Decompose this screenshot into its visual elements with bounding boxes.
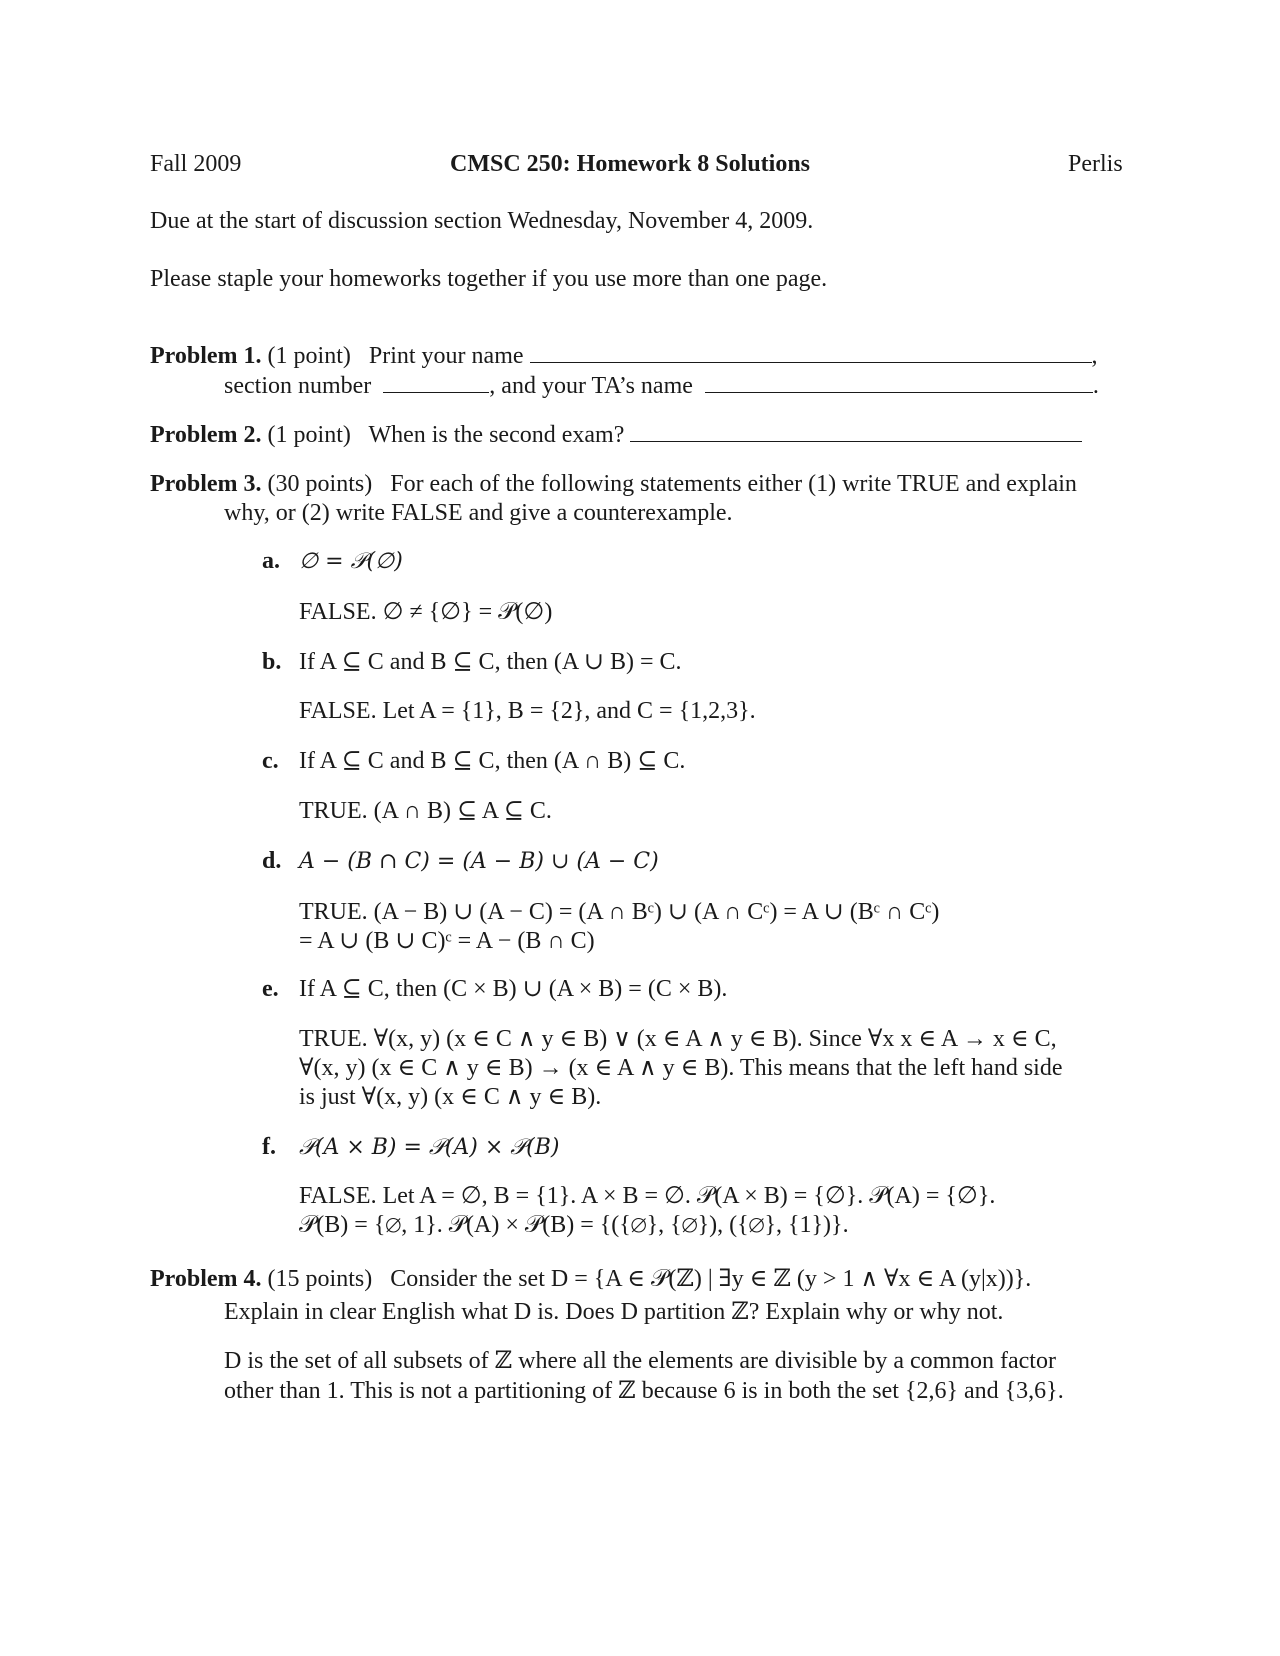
page-title: CMSC 250: Homework 8 Solutions [450,151,811,177]
part-b-statement: If A ⊆ C and B ⊆ C, then (A ∪ B) = C. [299,649,682,675]
part-e-statement: If A ⊆ C, then (C × B) ∪ (A × B) = (C × B). [299,976,728,1002]
problem-4-title: Problem 4. [150,1266,262,1292]
staple-line: Please staple your homeworks together if you use more than one page. [150,266,828,292]
problem-2 [150,421,1082,450]
problem-4-points: (15 points) [267,1266,373,1292]
part-e-label: e. [262,976,279,1002]
problem-4 [150,1265,1031,1294]
problem-3-title: Problem 3. [150,471,262,497]
problem-3-text: For each of the following statements either (1) write TRUE and explain [390,471,1077,497]
part-d-label: d. [262,848,282,874]
problem-3-line2: why, or (2) write FALSE and give a counterexample. [224,500,733,526]
problem-2-text: When is the second exam? [368,422,625,448]
ta-label: , and your TA’s name [489,373,693,399]
name-blank[interactable] [530,361,1092,363]
part-f-answer-1: FALSE. Let A = ∅, B = {1}. A × B = ∅. 𝒫(A × B) = {∅}. 𝒫(A) = {∅}. [299,1183,996,1209]
part-a-statement: ∅ = 𝒫(∅) [299,549,403,574]
problem-3-points: (30 points) [267,471,373,497]
part-f-label: f. [262,1134,276,1160]
part-d-statement: A − (B ∩ C) = (A − B) ∪ (A − C) [299,849,659,874]
part-c-statement: If A ⊆ C and B ⊆ C, then (A ∩ B) ⊆ C. [299,748,686,774]
ta-blank[interactable] [705,391,1093,393]
problem-4-line2: Explain in clear English what D is. Does D partition ℤ? Explain why or why not. [224,1299,1004,1325]
part-f-statement: 𝒫(A × B) = 𝒫(A) × 𝒫(B) [299,1135,560,1160]
problem-4-answer-1: D is the set of all subsets of ℤ where all the elements are divisible by a common factor [224,1348,1056,1374]
exam-blank[interactable] [630,440,1082,442]
problem-1-period: . [1092,373,1099,399]
problem-1 [150,342,1098,371]
problem-1-text: Print your name [368,343,524,369]
problem-3 [150,470,1077,499]
due-line: Due at the start of discussion section Wednesday, November 4, 2009. [150,208,814,234]
section-label: section number [224,373,372,399]
part-a-answer: FALSE. ∅ ≠ {∅} = 𝒫(∅) [299,599,553,625]
problem-1-title: Problem 1. [150,343,262,369]
problem-4-text: Consider the set D = {A ∈ 𝒫(ℤ) | ∃y ∈ ℤ (y > 1 ∧ ∀x ∈ A (y|x))}. [390,1266,1032,1292]
problem-1-line2 [224,372,1099,401]
part-e-answer-3: is just ∀(x, y) (x ∈ C ∧ y ∈ B). [299,1084,602,1110]
problem-4-answer-2: other than 1. This is not a partitioning of ℤ because 6 is in both the set {2,6} and {3,6}. [224,1378,1064,1404]
part-b-answer: FALSE. Let A = {1}, B = {2}, and C = {1,2,3}. [299,698,756,724]
section-blank[interactable] [383,391,489,393]
problem-2-points: (1 point) [267,422,351,448]
header-left: Fall 2009 [150,151,242,177]
problem-2-title: Problem 2. [150,422,262,448]
problem-1-points: (1 point) [267,343,351,369]
part-b-label: b. [262,649,282,675]
part-c-answer: TRUE. (A ∩ B) ⊆ A ⊆ C. [299,798,552,824]
part-d-answer-1: TRUE. (A − B) ∪ (A − C) = (A ∩ Bᶜ) ∪ (A ∩ Cᶜ) = A ∪ (Bᶜ ∩ Cᶜ) [299,899,940,925]
part-d-answer-2: = A ∪ (B ∪ C)ᶜ = A − (B ∩ C) [299,928,595,954]
part-a-label: a. [262,548,280,574]
part-e-answer-1: TRUE. ∀(x, y) (x ∈ C ∧ y ∈ B) ∨ (x ∈ A ∧ y ∈ B). Since ∀x x ∈ A → x ∈ C, [299,1026,1057,1052]
part-c-label: c. [262,748,279,774]
part-e-answer-2: ∀(x, y) (x ∈ C ∧ y ∈ B) → (x ∈ A ∧ y ∈ B). This means that the left hand side [299,1055,1063,1081]
header-right: Perlis [1068,151,1123,177]
part-f-answer-2: 𝒫(B) = {∅, 1}. 𝒫(A) × 𝒫(B) = {({∅}, {∅}), ({∅}, {1})}. [299,1212,849,1238]
problem-1-comma: , [1091,343,1098,369]
